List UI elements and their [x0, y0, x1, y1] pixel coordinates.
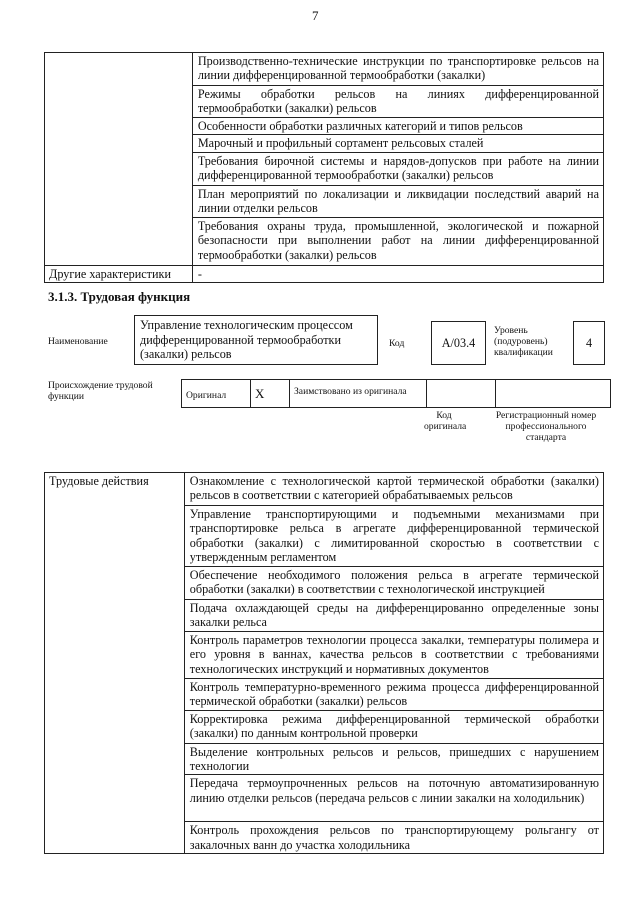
knowledge-item: План мероприятий по локализации и ликвидации последствий аварий на линии отделки рельсов — [192, 185, 603, 217]
registration-caption: Регистрационный номер профессионального стандарта — [495, 410, 597, 443]
knowledge-item: Требования охраны труда, промышленной, экологической и пожарной безопасности при выполнении работ на линии дифференцированной термообработки (закалки) рельсов — [192, 217, 603, 265]
function-name-box — [134, 315, 378, 365]
labour-actions-table — [44, 472, 604, 854]
action-item: Корректировка режима дифференцированной термической обработки (закалки) по данным контрольной проверки — [184, 710, 603, 743]
knowledge-item: Производственно-технические инструкции по транспортировке рельсов на линии дифференцированной термообработки (закалки) — [192, 53, 603, 86]
action-item: Подача охлаждающей среды на дифференцированно определенные зоны закалки рельса — [184, 600, 603, 632]
level-box — [573, 321, 605, 365]
other-characteristics-value: - — [192, 265, 603, 282]
original-label: Оригинал — [186, 389, 227, 401]
page-number: 7 — [312, 8, 319, 23]
section-title: 3.1.3. Трудовая функция — [48, 289, 191, 304]
origin-table — [181, 379, 611, 408]
code-label: Код — [389, 338, 405, 349]
table-row — [45, 473, 604, 506]
code-box — [431, 321, 486, 365]
registration-number-cell — [496, 380, 611, 408]
borrowed-label-cell — [290, 380, 427, 408]
table-row — [45, 53, 604, 86]
action-item: Контроль параметров технологии процесса закалки, температуры полимера и его уровня в ваннах, качества рельсов в соответствии с требованиями технологических инструкций и нормативных документов — [184, 631, 603, 678]
action-item: Обеспечение необходимого положения рельса в агрегате термической обработки (закалки) в соответствии с технологической инструкцией — [184, 567, 603, 600]
name-label: Наименование — [48, 336, 108, 347]
level-value: 4 — [585, 335, 593, 350]
code-caption: Код оригинала — [424, 410, 467, 432]
knowledge-item: Особенности обработки различных категорий и типов рельсов — [192, 118, 603, 135]
labour-actions-label: Трудовые действия — [45, 473, 185, 854]
other-characteristics-label: Другие характеристики — [45, 265, 193, 282]
function-name-value: Управление технологическим процессом дифференцированной термообработки (закалки) рельсов — [140, 318, 353, 361]
action-item: Передача термоупрочненных рельсов на поточную автоматизированную линию отделки рельсов (передача рельсов с линии закалки на холодильник) — [184, 775, 603, 822]
table-row — [45, 265, 604, 282]
blank-label-cell — [45, 53, 193, 266]
knowledge-item: Режимы обработки рельсов на линиях дифференцированной термообработки (закалки) рельсов — [192, 86, 603, 118]
borrowed-label: Заимствовано из оригинала — [294, 386, 407, 397]
knowledge-item: Марочный и профильный сортамент рельсовых сталей — [192, 135, 603, 152]
action-item: Контроль температурно-временного режима процесса дифференцированной термической обработки (закалки) рельсов — [184, 678, 603, 710]
level-label: Уровень (подуровень) квалификации — [494, 325, 553, 358]
action-item: Ознакомление с технологической картой термической обработки (закалки) рельсов в соответствии с категорией обрабатываемых рельсов — [184, 473, 603, 506]
original-code-cell — [427, 380, 496, 408]
action-item: Контроль прохождения рельсов по транспортирующему рольгангу от закалочных ванн до участка холодильника — [184, 822, 603, 854]
knowledge-item: Требования бирочной системы и нарядов-допусков при работе на линии дифференцированной термообработки (закалки) рельсов — [192, 152, 603, 185]
top-knowledge-table — [44, 52, 604, 283]
original-label-cell — [182, 380, 251, 408]
original-mark-cell — [251, 380, 290, 408]
action-item: Управление транспортирующими и подъемными механизмами при транспортировке рельса в агрегате дифференцированной термической обработки (закалки) с лимитированной скоростью в соответствии с утвержденным регламентом — [184, 506, 603, 567]
action-item: Выделение контрольных рельсов и рельсов, пришедших с нарушением технологии — [184, 743, 603, 775]
origin-label: Происхождение трудовой функции — [48, 380, 153, 402]
code-value: А/03.4 — [441, 335, 476, 350]
original-mark: X — [255, 385, 265, 401]
